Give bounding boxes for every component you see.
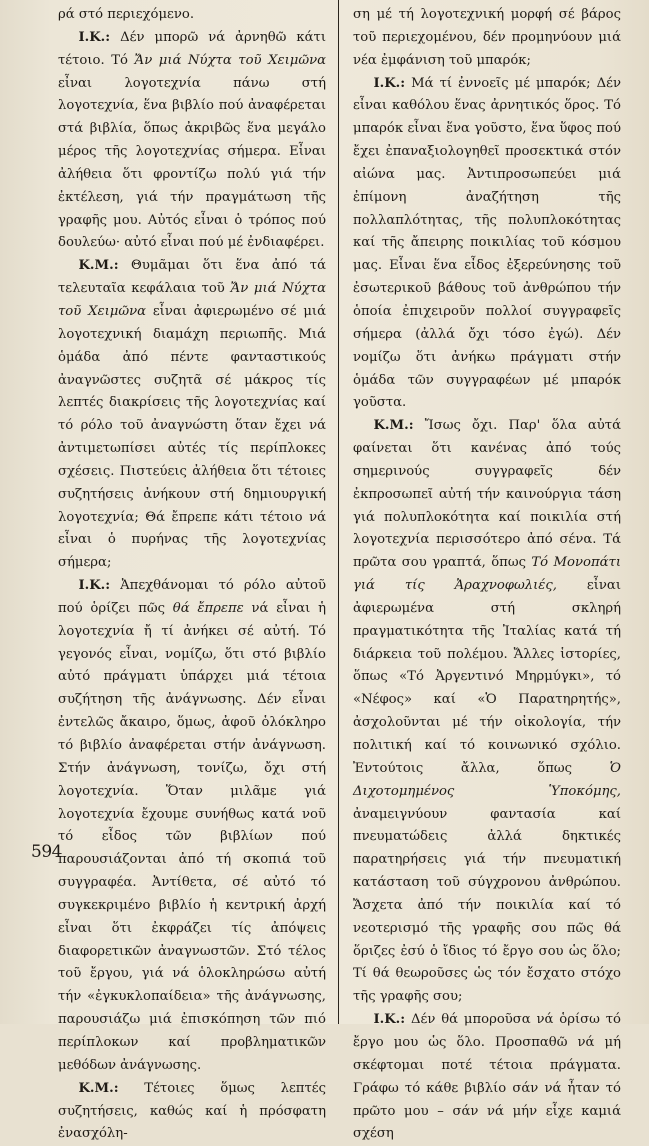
paragraph-text: Μά τί ἐννοεῖς μέ μπαρόκ; Δέν εἶναι καθόλου ἕνας ἀρνητικός ὅρος. Τό μπαρόκ εἶναι ἕνα γοῦστο, ἕνα ὕφος πού ἔχει ἐπαναξιολογηθεῖ προσεκτικά στόν αἰώνα μας. Ἀντιπροσωπεύει μιά ἐπίμονη ἀναζήτηση τῆς πολλαπλότητας, τῆς πολυπλοκότητας καί τῆς ἄπειρης ποικιλίας τοῦ κόσμου μας. Εἶναι ἕνα εἶδος ἐξερεύνησης τοῦ ἐσωτερικοῦ βάθους τοῦ ἀνθρώπου τήν ὁποία ἐπιχειροῦν πολλοί συγγραφεῖς σήμερα (ἀλλά ὄχι τόσο ἐγώ). Δέν νομίζω ὅτι ἀνήκω πράγματι στήν ὁμάδα τῶν συγγραφέων μέ μπαρόκ γοῦστα. bbox=[353, 75, 621, 411]
column-divider bbox=[338, 0, 339, 1024]
emphasis: θά ἔπρεπε bbox=[172, 600, 244, 616]
paragraph-continuation: ρά στό περιεχόμενο. bbox=[58, 7, 195, 22]
speaker-label: Ι.Κ.: bbox=[78, 578, 111, 594]
paragraph-text: Ἀπεχθάνομαι τό ρόλο αὐτοῦ πού ὁρίζει πῶς bbox=[58, 578, 326, 616]
speaker-label: Κ.Μ.: bbox=[78, 258, 119, 274]
paragraph-text: ἀναμειγνύουν φαντασία καί πνευματώδεις ἀλλά δηκτικές παρατηρήσεις γιά τήν πνευματική κατάσταση τοῦ σύγχρονου ἀνθρώπου. Ἄσχετα ἀπό τήν ποικιλία καί τό νεοτερισμό τῆς γραφῆς σου πῶς θά ὅριζες ἐσύ ὁ ἴδιος τό ἔργο σου ὡς ὅλο; Τί θά θεωροῦσες ὡς τόν ἔσχατο στόχο τῆς γραφῆς σου; bbox=[353, 806, 621, 1005]
speaker-label: Ι.Κ.: bbox=[78, 29, 111, 45]
speaker-label: Κ.Μ.: bbox=[78, 1080, 119, 1096]
speaker-label: Κ.Μ.: bbox=[373, 418, 414, 434]
paragraph-continuation: ση μέ τή λογοτεχνική μορφή σέ βάρος τοῦ περιεχομένου, δέν προμηνύουν μιά νέα ἐμφάνιση τοῦ μπαρόκ; bbox=[353, 7, 621, 68]
right-column bbox=[353, 4, 621, 1142]
paragraph-text: νά εἶναι ἡ λογοτεχνία ἤ τί ἀνήκει σέ αὐτή. Τό γεγονός εἶναι, νομίζω, ὅτι στό βιβλίο αὐτό πράγματι ὑπάρχει μιά τέτοια συζήτηση τῆς ἀνάγνωσης. Δέν εἶναι ἐντελῶς ἄκαιρο, ὅμως, ἀφοῦ ὁλόκληρο τό βιβλίο ἀναφέρεται στήν ἀνάγνωση. Στήν ἀνάγνωση, τονίζω, ὄχι στή λογοτεχνία. Ὅταν μιλᾶμε γιά λογοτεχνία ἔχουμε συνήθως κατά νοῦ τό εἶδος τῶν βιβλίων πού παρουσιάζονται ἀπό τή σκοπιά τοῦ συγγραφέα. Ἀντίθετα, σέ αὐτό τό συγκεκριμένο βιβλίο ἡ κεντρική ἀρχή εἶναι ὅτι ἐκφράζει τίς ἀπόψεις διαφορετικῶν ἀναγνωστῶν. Στό τέλος τοῦ ἔργου, γιά νά ὁλοκληρώσω αὐτή τήν «ἐγκυκλοπαίδεια» τῆς ἀνάγνωσης, παρουσιάζω μιά ἐπισκόπηση τῶν πιό περίπλοκων καί προβληματικῶν μεθόδων ἀνάγνωσης. bbox=[58, 600, 326, 1073]
paragraph-answer bbox=[353, 73, 621, 416]
page-number: 594 bbox=[31, 842, 62, 862]
book-title: Ὁ Διχοτομημένος Ὑποκόμης, bbox=[353, 760, 621, 799]
book-title: Ἄν μιά Νύχτα τοῦ Χειμῶνα bbox=[134, 52, 326, 68]
paragraph-text: Τέτοιες ὅμως λεπτές συζητήσεις, καθώς καί ἡ πρόσφατη ἐνασχόλη- bbox=[58, 1080, 326, 1142]
book-title: Ἄν μιά Νύχτα τοῦ Χειμῶνα bbox=[58, 281, 326, 319]
paragraph-text: Θυμᾶμαι ὅτι ἕνα ἀπό τά τελευταῖα κεφάλαια τοῦ bbox=[58, 258, 326, 297]
paragraph-answer bbox=[58, 27, 326, 255]
paragraph-question bbox=[353, 415, 621, 1009]
left-column bbox=[58, 4, 327, 1142]
paragraph-text: εἶναι ἀφιερωμένο σέ μιά λογοτεχνική διαμάχη περιωπῆς. Μιά ὁμάδα ἀπό πέντε φανταστικούς ἀναγνῶστες συζητᾶ σέ μάκρος τίς λεπτές διακρίσεις τῆς λογοτεχνίας καί τό ρόλο τοῦ ἀναγνώστη ὅταν ἔχει νά ἀντιμετωπίσει αὐτές τίς περίπλοκες σχέσεις. Πιστεύεις ἀλήθεια ὅτι τέτοιες συζητήσεις ἀνήκουν στή δημιουργική λογοτεχνία; Θά ἔπρεπε κάτι τέτοιο νά εἶναι ὁ πυρήνας τῆς λογοτεχνίας σήμερα; bbox=[58, 303, 327, 571]
speaker-label: Ι.Κ.: bbox=[373, 75, 406, 91]
paragraph-text: Δέν μπορῶ νά ἀρνηθῶ κάτι τέτοιο. Τό bbox=[58, 29, 326, 68]
book-title: Τό Μονοπάτι γιά τίς Ἀραχνοφωλιές, bbox=[353, 555, 621, 594]
paragraph-text: Ἴσως ὄχι. Παρ' ὅλα αὐτά φαίνεται ὅτι κανένας ἀπό τούς σημερινούς συγγραφεῖς δέν ἐκπροσωπεῖ αὐτή τήν καινούργια τάση γιά πολυπλοκότητα καί ποικιλία στή λογοτεχνία περισσότερο ἀπό σένα. Τά πρῶτα σου γραπτά, ὅπως bbox=[353, 418, 621, 571]
paragraph-answer bbox=[353, 1009, 621, 1146]
paragraph-text: Δέν θά μποροῦσα νά ὁρίσω τό ἔργο μου ὡς ὅλο. Προσπαθῶ νά μή σκέφτομαι ποτέ τέτοια πράγματα. Γράφω τό κάθε βιβλίο σάν νά ἦταν τό πρῶτο μου – σάν νά μήν εἶχε καμιά σχέση bbox=[353, 1012, 621, 1142]
paragraph-text: εἶναι λογοτεχνία πάνω στή λογοτεχνία, ἕνα βιβλίο πού ἀναφέρεται στά βιβλία, ὅπως ἀκριβῶς ἕνα μεγάλο μέρος τῆς λογοτεχνίας σήμερα. Εἶναι ἀλήθεια ὅτι φροντίζω πολύ γιά τήν ἐκτέλεση, γιά τήν πραγμάτωση τῆς γραφῆς μου. Αὐτός εἶναι ὁ τρόπος πού δουλεύω· αὐτό εἶναι πού μέ ἐνδιαφέρει. bbox=[58, 75, 326, 251]
paragraph-question bbox=[58, 255, 326, 575]
paragraph-answer bbox=[58, 575, 326, 1078]
paragraph-text: εἶναι ἀφιερωμένα στή σκληρή πραγματικότητα τῆς Ἰταλίας κατά τή διάρκεια τοῦ πολέμου. Ἄλλες ἱστορίες, ὅπως «Τό Ἀργεντινό Μηρμύγκι», τό «Νέφος» καί «Ὁ Παρατηρητής», ἀσχολοῦνται μέ τήν οἰκολογία, τήν πολιτική καί τό κοινωνικό σχόλιο. Ἐντούτοις ἄλλα, ὅπως bbox=[353, 578, 621, 776]
speaker-label: Ι.Κ.: bbox=[373, 1012, 406, 1028]
paragraph-question bbox=[58, 1078, 326, 1146]
